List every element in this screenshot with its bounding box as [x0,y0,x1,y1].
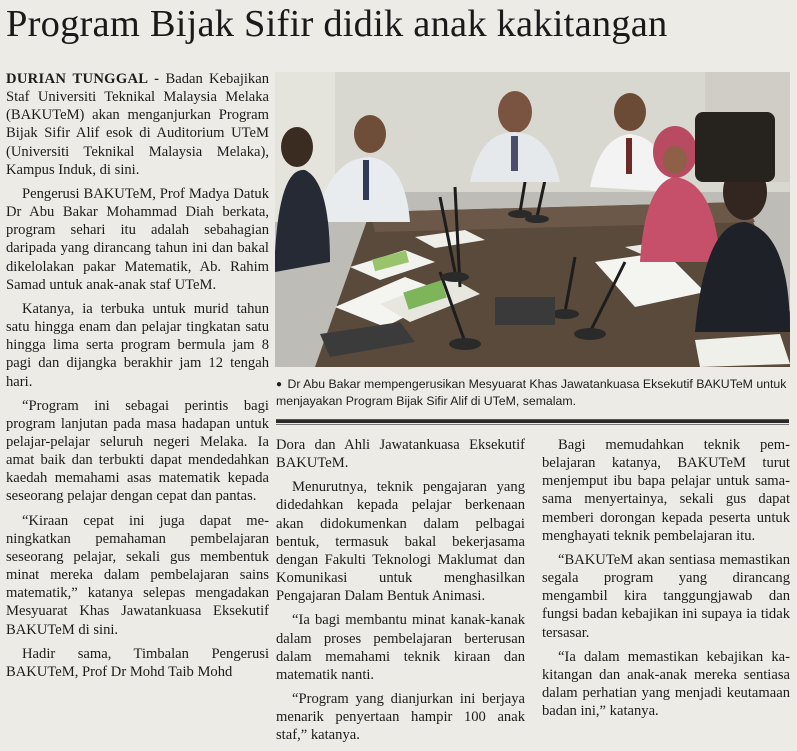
paragraph-5: “Kiraan cepat ini juga dapat meningkatkan pemahaman pembelajaran seseorang pelajar, sekali gus membentuk minat mereka dalam pembelajaran sains matematik,” katanya selepas mengadakan Mesyuarat Khas Jawatankuasa Eksekutif BAKUTeM di sini. [6,512,269,638]
article-column-3 [542,436,790,726]
dateline: DURIAN TUNGGAL - [6,71,160,87]
paragraph-10: “Program yang dianjurkan ini berjaya menarik penyertaan hampir 100 anak staf,” katanya. [276,691,525,744]
caption-bullet-icon: ● [276,379,283,390]
paragraph-11: Bagi memudahkan teknik pembelajaran katanya, BAKUTeM turut menjemput ibu bapa pelajar untuk sama-sama menyertainya, sekali gus dapat memberi dorongan kepada peserta untuk menghayati teknik pembelajaran itu. [542,437,790,544]
article-column-1 [6,70,269,687]
paragraph-8: Menurutnya, teknik pengajaran yang didedahkan kepada pelajar berkenaan akan didokumenkan dalam pelbagai bentuk, termasuk bakal bekerjasama dengan Fakulti Teknologi Maklumat dan Komunikasi untuk menghasilkan Pengajaran Dalam Bentuk Animasi. [276,479,525,605]
meeting-photo [275,72,790,367]
paragraph-6: Hadir sama, Timbalan Pengerusi BAKUTeM, Prof Dr Mohd Taib Mohd [6,645,269,680]
section-divider [276,419,789,423]
photo-caption: ● Dr Abu Bakar mempengerusikan Mesyuarat Khas Jawatankuasa Eksekutif BAKUTeM untuk menjayakan Program Bijak Sifir Alif di UTeM, semalam. [276,377,787,408]
section-divider-thin [276,424,789,425]
paragraph-9: “Ia bagi membantu minat kanak-kanak dalam proses pembelajaran berterusan dalam memahami teknik kiraan dan matematik nanti. [276,612,525,683]
paragraph-7: Dora dan Ahli Jawatankuasa Eksekutif BAKUTeM. [276,437,525,472]
paragraph-3: Katanya, ia terbuka untuk murid tahun satu hingga enam dan pelajar tingkatan satu hingga lima serta program bermula jam 8 pagi dan dijangka berakhir jam 12 tengah hari. [6,300,269,390]
paragraph-1: DURIAN TUNGGAL - Badan Kebajikan Staf Universiti Teknikal Malaysia Melaka (BAKUTeM) akan menganjurkan Program Bijak Sifir Alif esok di Auditorium UTeM (Universiti Teknikal Malaysia Melaka), Kampus Induk, di sini. [6,71,269,178]
paragraph-2: Pengerusi BAKUTeM, Prof Madya Datuk Dr Abu Bakar Mohammad Diah berkata, program sehari itu adalah sebahagian daripada yang dirancang tahun ini dan bakal dikelolakan pakar Matematik, Ab. Rahim Samad untuk anak-anak staf UTeM. [6,185,269,293]
paragraph-4: “Program ini sebagai perintis bagi program lanjutan pada masa hadapan untuk pelajar-pelajar seluruh negeri Melaka. Ia amat baik dan terbukti dapat mendedahkan kaedah memahami asas matematik kepada seseorang pelajar dengan cepat dan pantas. [6,397,269,505]
article-column-2 [276,436,525,751]
paragraph-12: “BAKUTeM akan sentiasa memastikan segala program yang dirancang mengambil kira tanggungjawab dan fungsi badan kebajikan ini supaya ia tidak tersasar. [542,551,790,641]
headline: Program Bijak Sifir didik anak kakitangan [6,3,668,45]
paragraph-13: “Ia dalam memastikan kebajikan kakitangan dan anak-anak mereka sentiasa dalam perhatian yang menjadi keutamaan badan ini,” katanya. [542,648,790,720]
